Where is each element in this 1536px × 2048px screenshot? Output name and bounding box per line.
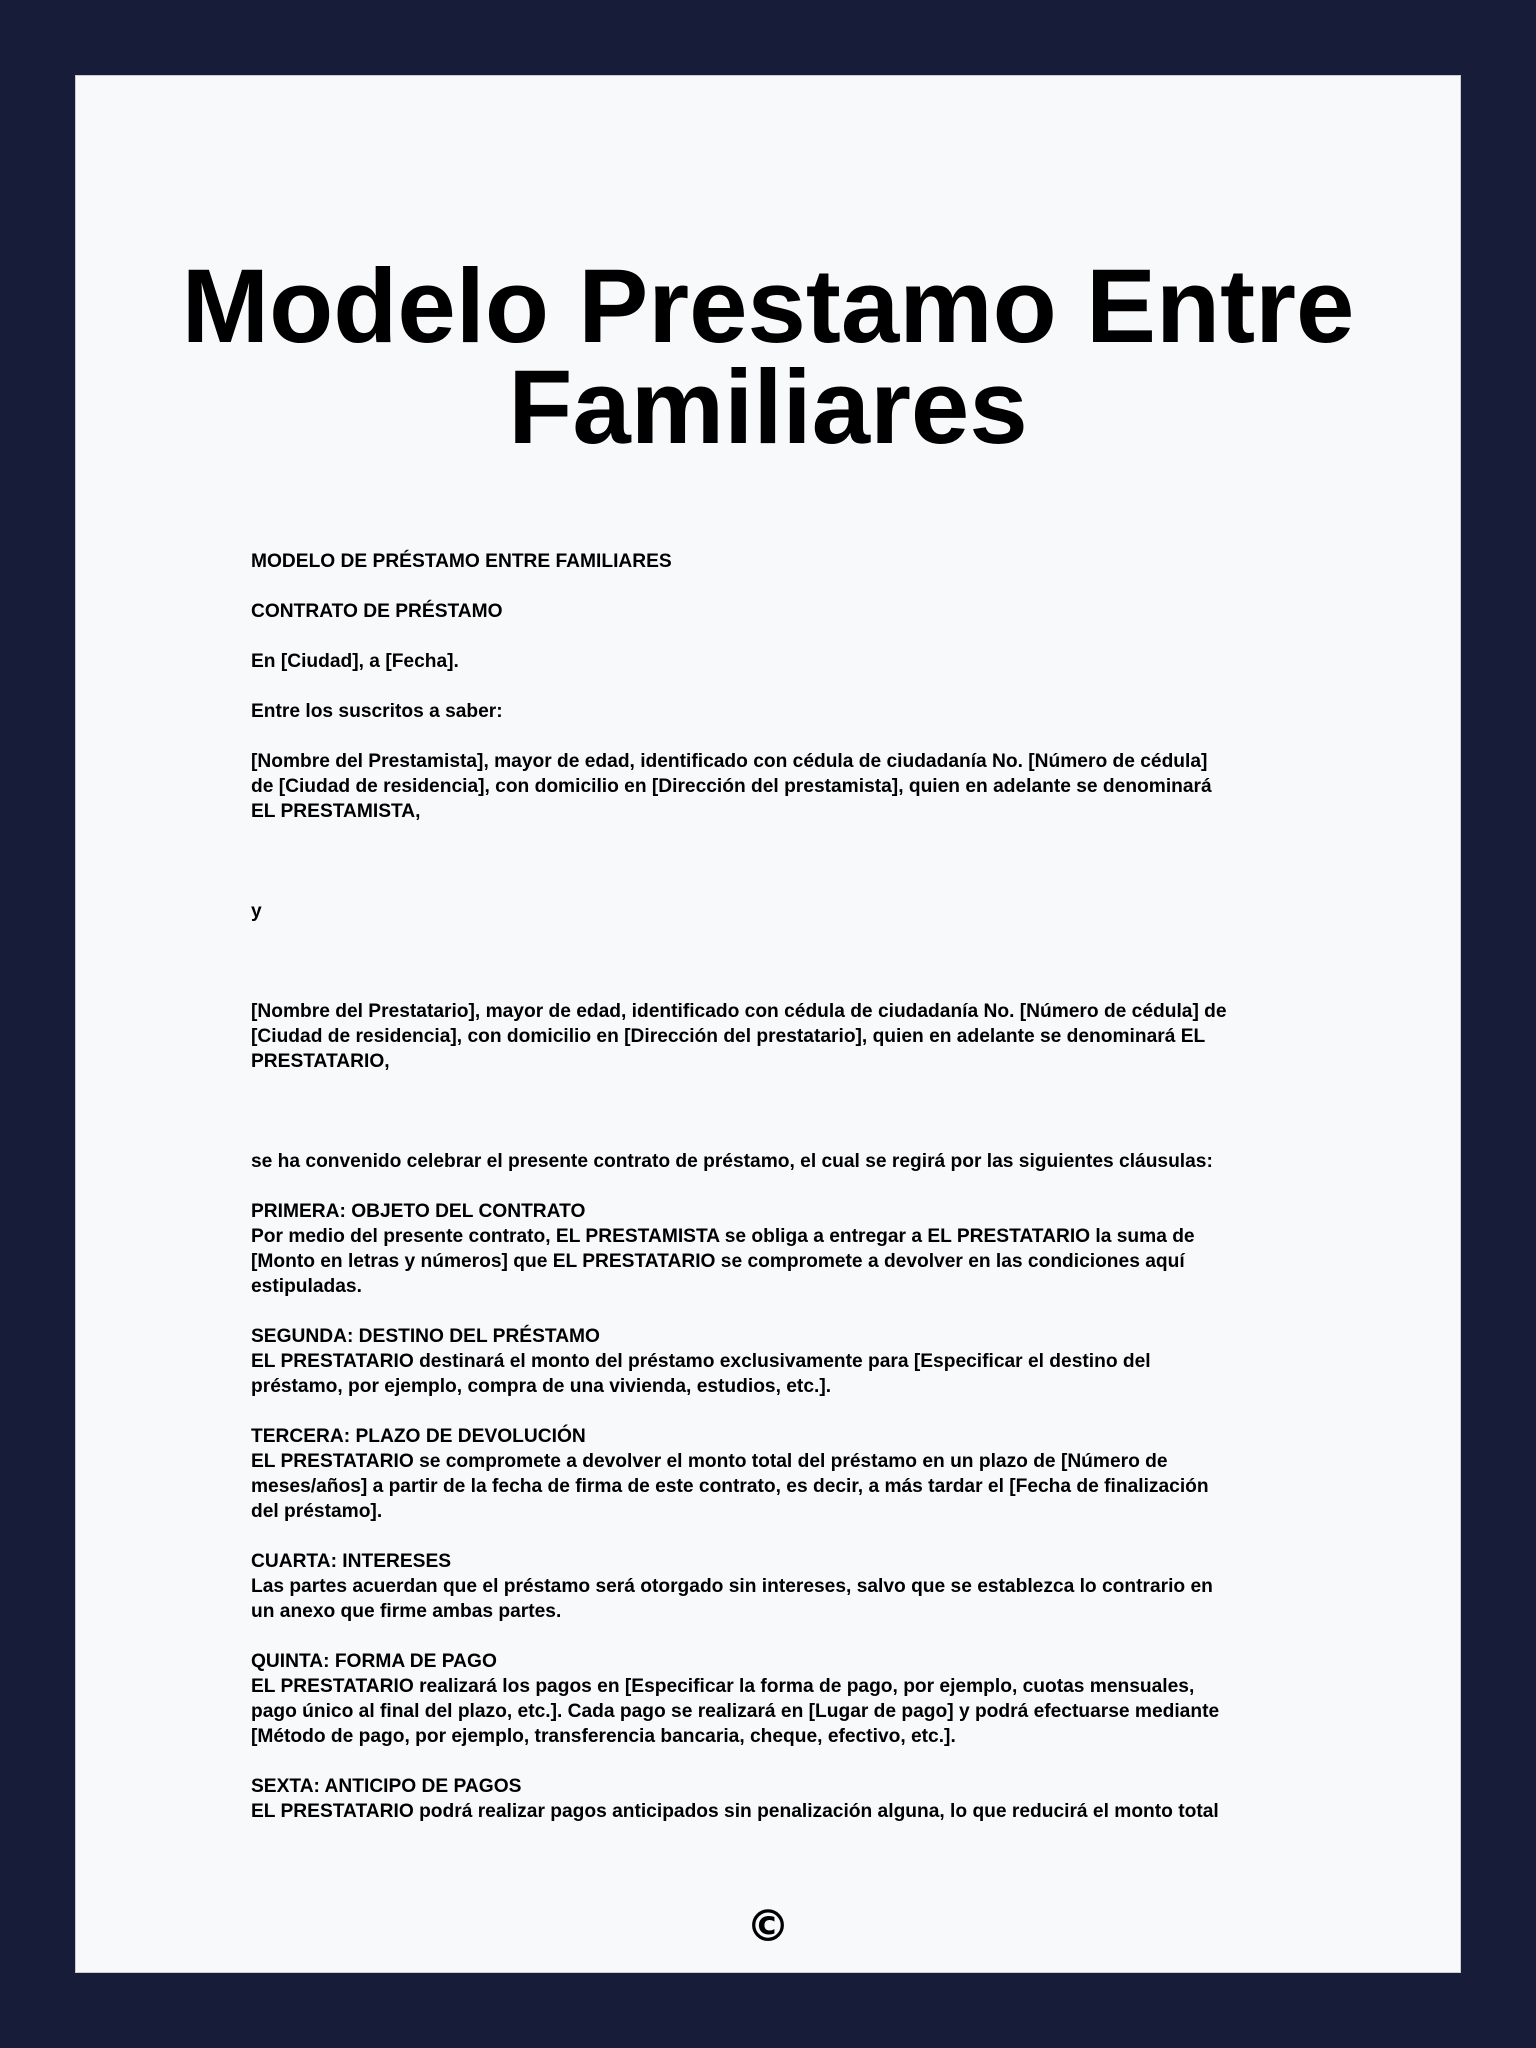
- conjunction-y: y: [251, 901, 262, 922]
- party-prestatario: [Nombre del Prestatario], mayor de edad, identificado con cédula de ciudadanía No. [Número de cédula] de [Ciudad de residencia], con domicilio en [Dirección del prestatario], quien en adelante se denominará EL PRESTATARIO,: [251, 1001, 1227, 1072]
- document-body: [251, 549, 1361, 1907]
- clause-quinta: QUINTA: FORMA DE PAGO EL PRESTATARIO realizará los pagos en [Especificar la forma de pago, por ejemplo, cuotas mensuales, pago único al final del plazo, etc.]. Cada pago se realizará en [Lugar de pago] y podrá efectuarse mediante [Método de pago, por ejemplo, transferencia bancaria, cheque, efectivo, etc.].: [251, 1651, 1220, 1747]
- clause-cuarta: CUARTA: INTERESES Las partes acuerdan que el préstamo será otorgado sin intereses, salvo que se establezca lo contrario en un anexo que firme ambas partes.: [251, 1551, 1213, 1622]
- clause-segunda: SEGUNDA: DESTINO DEL PRÉSTAMO EL PRESTATARIO destinará el monto del préstamo exclusivamente para [Especificar el destino del préstamo, por ejemplo, compra de una vivienda, estudios, etc.].: [251, 1326, 1151, 1397]
- copyright-icon: ©: [746, 1901, 790, 1952]
- clause-primera: PRIMERA: OBJETO DEL CONTRATO Por medio del presente contrato, EL PRESTAMISTA se obliga a entregar a EL PRESTATARIO la suma de [Monto en letras y números] que EL PRESTATARIO se compromete a devolver en las condiciones aquí estipuladas.: [251, 1201, 1195, 1297]
- title-line-2: Familiares: [508, 349, 1028, 466]
- agreement-statement: se ha convenido celebrar el presente contrato de préstamo, el cual se regirá por las siguientes cláusulas:: [251, 1151, 1213, 1172]
- document-title: [76, 248, 1460, 466]
- heading-contrato: CONTRATO DE PRÉSTAMO: [251, 601, 503, 622]
- clause-sexta: SEXTA: ANTICIPO DE PAGOS EL PRESTATARIO podrá realizar pagos anticipados sin penalización alguna, lo que reducirá el monto total: [251, 1776, 1219, 1822]
- party-prestamista: [Nombre del Prestamista], mayor de edad, identificado con cédula de ciudadanía No. [Número de cédula] de [Ciudad de residencia], con domicilio en [Dirección del prestamista], quien en adelante se denominará EL PRESTAMISTA,: [251, 751, 1212, 822]
- heading-modelo: MODELO DE PRÉSTAMO ENTRE FAMILIARES: [251, 551, 672, 572]
- intro-parties: Entre los suscritos a saber:: [251, 701, 503, 722]
- title-line-1: Modelo Prestamo Entre: [181, 248, 1355, 365]
- document-page: [75, 75, 1461, 1973]
- place-date: En [Ciudad], a [Fecha].: [251, 651, 459, 672]
- clause-tercera: TERCERA: PLAZO DE DEVOLUCIÓN EL PRESTATARIO se compromete a devolver el monto total del préstamo en un plazo de [Número de meses/años] a partir de la fecha de firma de este contrato, es decir, a más tardar el [Fecha de finalización del préstamo].: [251, 1426, 1209, 1522]
